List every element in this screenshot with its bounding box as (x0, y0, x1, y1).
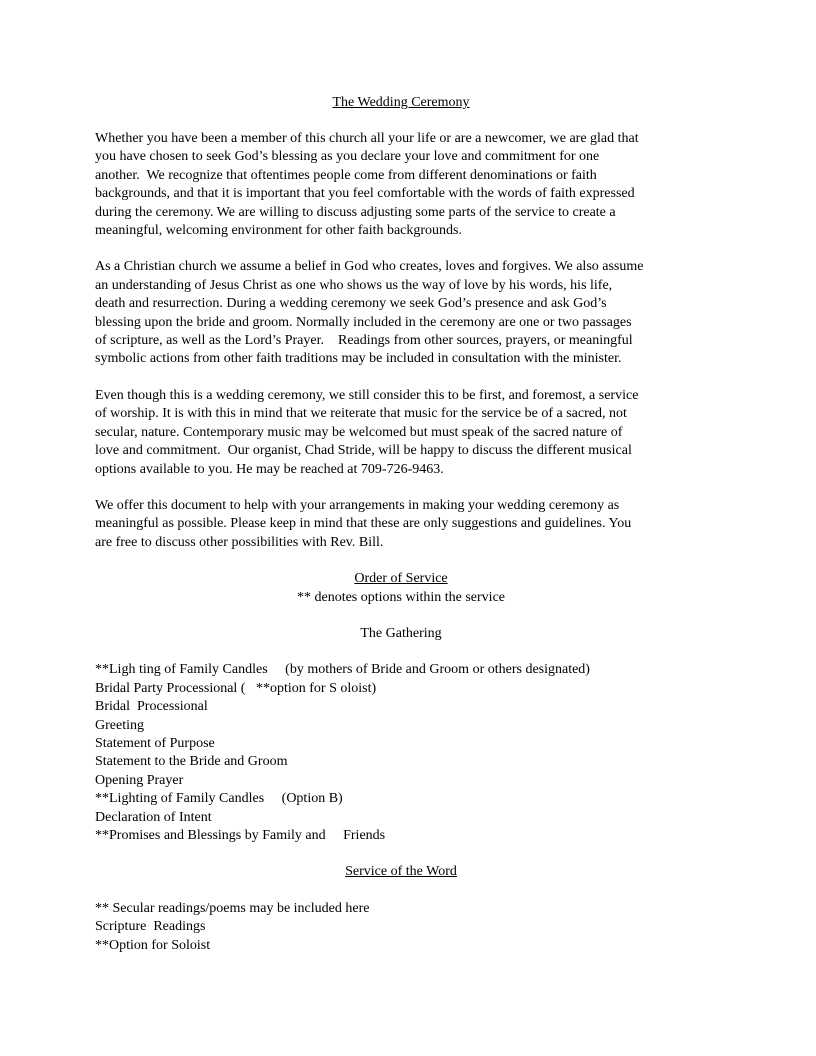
word-list (95, 900, 707, 955)
list-item: Bridal Party Processional ( **option for S oloist) (95, 680, 377, 696)
paragraph-line: We offer this document to help with your arrangements in making your wedding ceremony as (95, 497, 620, 513)
list-item: Statement of Purpose (95, 735, 215, 751)
paragraph-line: Even though this is a wedding ceremony, we still consider this to be first, and foremost, a service (95, 387, 639, 403)
list-item: Greeting (95, 717, 144, 733)
paragraph-line: are free to discuss other possibilities with Rev. Bill. (95, 534, 384, 550)
paragraph-offer (95, 497, 707, 552)
paragraph-line: you have chosen to seek God’s blessing as you declare your love and commitment for one (95, 149, 600, 165)
paragraph-music (95, 387, 707, 479)
paragraph-line: another. We recognize that oftentimes people come from different denominations or faith (95, 167, 597, 183)
paragraph-line: secular, nature. Contemporary music may be welcomed but must speak of the sacred nature of (95, 424, 623, 440)
options-note: ** denotes options within the service (296, 589, 506, 605)
paragraph-line: an understanding of Jesus Christ as one who shows us the way of love by his words, his life, (95, 277, 613, 293)
gathering-list (95, 661, 707, 845)
list-item: **Promises and Blessings by Family and Friends (95, 828, 386, 843)
list-item: ** Secular readings/poems may be included here (95, 900, 370, 916)
list-item: Scripture Readings (95, 919, 206, 935)
paragraph-line: blessing upon the bride and groom. Normally included in the ceremony are one or two passages (95, 314, 632, 330)
paragraph-line: of scripture, as well as the Lord’s Prayer. Readings from other sources, prayers, or meaningful (95, 333, 633, 349)
paragraph-line: meaningful, welcoming environment for other faith backgrounds. (95, 223, 463, 239)
paragraph-welcome (95, 130, 707, 240)
paragraph-line: As a Christian church we assume a belief in God who creates, loves and forgives. We also assume (95, 259, 644, 275)
paragraph-line: death and resurrection. During a wedding ceremony we seek God’s presence and ask God’s (95, 296, 607, 312)
gathering-heading: The Gathering (360, 625, 442, 641)
list-item: Opening Prayer (95, 772, 184, 788)
document-page (95, 92, 707, 955)
paragraph-line: Whether you have been a member of this church all your life or are a newcomer, we are glad that (95, 131, 639, 146)
paragraph-line: of worship. It is with this in mind that we reiterate that music for the service be of a sacred, not (95, 406, 627, 422)
service-of-word-heading: Service of the Word (345, 864, 457, 880)
paragraph-line: during the ceremony. We are willing to discuss adjusting some parts of the service to create a (95, 204, 616, 220)
paragraph-line: symbolic actions from other faith traditions may be included in consultation with the minister. (95, 351, 622, 367)
list-item: **Ligh ting of Family Candles (by mothers of Bride and Groom or others designated) (95, 662, 590, 678)
paragraph-line: meaningful as possible. Please keep in mind that these are only suggestions and guidelines. You (95, 516, 632, 532)
list-item: **Lighting of Family Candles (Option B) (95, 791, 343, 807)
paragraph-line: love and commitment. Our organist, Chad Stride, will be happy to discuss the different musical (95, 443, 632, 459)
list-item: Statement to the Bride and Groom (95, 754, 288, 770)
list-item: Bridal Processional (95, 699, 208, 715)
document-title: The Wedding Ceremony (332, 95, 470, 110)
order-of-service-heading: Order of Service (354, 571, 448, 587)
paragraph-line: backgrounds, and that it is important that you feel comfortable with the words of faith expressed (95, 186, 635, 202)
list-item: **Option for Soloist (95, 937, 211, 953)
list-item: Declaration of Intent (95, 809, 212, 825)
paragraph-belief (95, 258, 707, 368)
paragraph-line: options available to you. He may be reached at 709-726-9463. (95, 461, 444, 477)
